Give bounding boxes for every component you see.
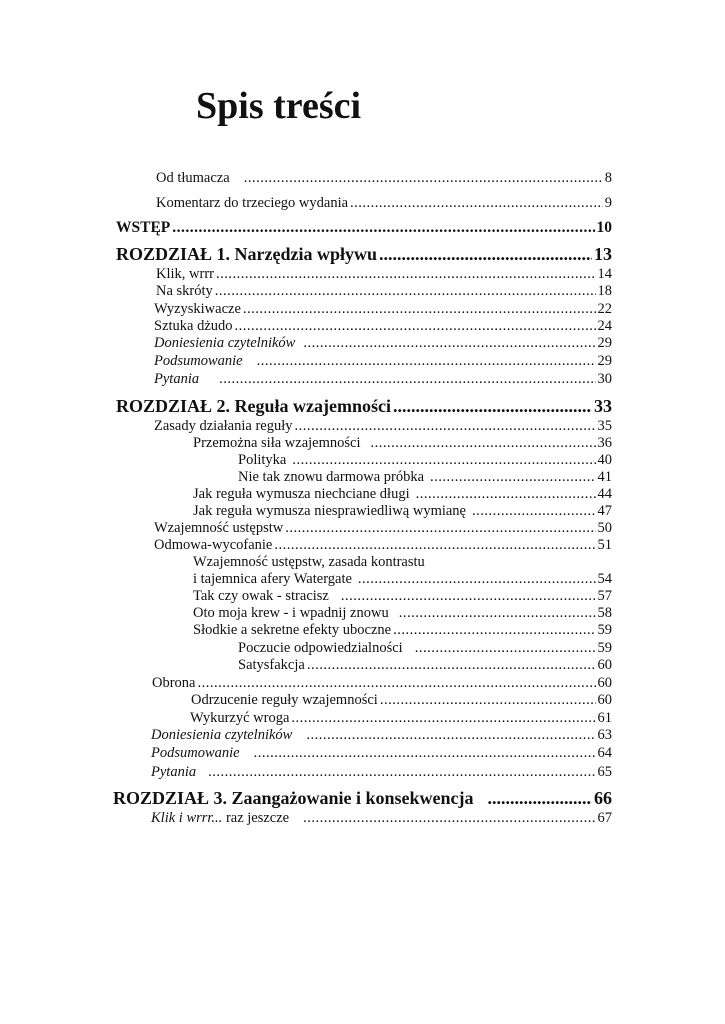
toc-entry-page: 64 xyxy=(597,745,612,761)
toc-entry-zasady[interactable] xyxy=(154,418,612,435)
toc-entry-pytania[interactable] xyxy=(154,371,612,388)
dot-leader xyxy=(306,727,595,744)
toc-entry-page: 36 xyxy=(597,435,612,451)
dot-leader xyxy=(307,657,596,674)
dot-leader xyxy=(303,335,595,352)
dot-leader xyxy=(399,605,596,622)
toc-entry-label: ROZDZIAŁ 1. Narzędzia wpływu xyxy=(116,244,378,264)
toc-entry-page: 54 xyxy=(597,571,612,587)
dot-leader xyxy=(472,503,596,520)
toc-entry-satysfakcja[interactable] xyxy=(238,657,612,674)
toc-entry-page: 50 xyxy=(597,520,612,536)
toc-entry-label: Satysfakcja xyxy=(238,657,305,673)
toc-entry-doniesienia[interactable] xyxy=(154,335,612,352)
toc-entry-page: 60 xyxy=(597,675,612,691)
toc-entry-page: 29 xyxy=(597,335,612,351)
toc-entry-page: 8 xyxy=(604,170,612,186)
toc-entry-klik-wrrr[interactable] xyxy=(156,266,612,283)
toc-entry-label: Obrona xyxy=(152,675,196,691)
dot-leader xyxy=(295,418,596,435)
toc-entry-odrzucenie[interactable] xyxy=(191,692,612,709)
toc-entry-moja-krew[interactable] xyxy=(193,605,612,622)
toc-entry-label-rest: raz jeszcze xyxy=(222,810,290,826)
dot-leader xyxy=(415,640,596,657)
toc-entry-page: 40 xyxy=(597,452,612,468)
dot-leader xyxy=(488,788,592,809)
toc-entry-watergate[interactable] xyxy=(193,571,612,588)
toc-entry-label: Przemożna siła wzajemności xyxy=(193,435,361,451)
toc-entry-odmowa-wycofanie[interactable] xyxy=(154,537,612,554)
toc-entry-label: Pytania xyxy=(151,764,197,780)
dot-leader xyxy=(341,588,596,605)
toc-entry-tak-czy-owak[interactable] xyxy=(193,588,612,605)
toc-entry-komentarz[interactable] xyxy=(156,195,612,212)
toc-entry-label: Podsumowanie xyxy=(151,745,240,761)
toc-entry-na-skroty[interactable] xyxy=(156,283,612,300)
dot-leader xyxy=(358,571,596,588)
toc-entry-label: Nie tak znowu darmowa próbka xyxy=(238,469,425,485)
dot-leader xyxy=(292,452,595,469)
dot-leader xyxy=(243,301,596,318)
dot-leader xyxy=(235,318,596,335)
toc-entry-page: 51 xyxy=(597,537,612,553)
toc-entry-label: Oto moja krew - i wpadnij znowu xyxy=(193,605,389,621)
dot-leader xyxy=(393,396,592,417)
toc-entry-page: 22 xyxy=(597,301,612,317)
dot-leader xyxy=(393,622,595,639)
toc-entry-label: WSTĘP xyxy=(116,219,171,236)
toc-entry-label: Zasady działania reguły xyxy=(154,418,293,434)
dot-leader xyxy=(198,675,596,692)
toc-entry-page: 9 xyxy=(604,195,612,211)
toc-entry-label: Sztuka dżudo xyxy=(154,318,233,334)
toc-entry-label: Tak czy owak - stracisz xyxy=(193,588,329,604)
toc-entry-label: ROZDZIAŁ 3. Zaangażowanie i konsekwencja xyxy=(113,788,474,808)
toc-entry-page: 35 xyxy=(597,418,612,434)
dot-leader xyxy=(208,764,595,781)
toc-entry-page: 59 xyxy=(597,640,612,656)
dot-leader xyxy=(244,170,603,187)
toc-entry-page: 67 xyxy=(597,810,612,826)
toc-entry-label: Komentarz do trzeciego wydania xyxy=(156,195,349,211)
dot-leader xyxy=(350,195,603,212)
dot-leader xyxy=(172,219,594,237)
toc-entry-pytania-2[interactable] xyxy=(151,764,612,781)
toc-entry-label: Od tłumacza xyxy=(156,170,230,186)
dot-leader xyxy=(291,710,595,727)
toc-entry-label: Doniesienia czytelników xyxy=(154,335,296,351)
toc-entry-page: 29 xyxy=(597,353,612,369)
dot-leader xyxy=(254,745,596,762)
toc-entry-label xyxy=(151,810,289,827)
toc-entry-label: Wykurzyć wroga xyxy=(190,710,290,726)
toc-entry-wzajemnosc-ustepstw[interactable] xyxy=(154,520,612,537)
toc-entry-label: Wzajemność ustępstw xyxy=(154,520,284,536)
dot-leader xyxy=(303,810,595,827)
toc-entry-niechciane-dlugi[interactable] xyxy=(193,486,612,503)
toc-entry-page: 47 xyxy=(597,503,612,519)
toc-entry-kontrast-line1[interactable]: Wzajemność ustępstw, zasada kontrastu xyxy=(193,554,425,570)
toc-entry-label: Podsumowanie xyxy=(154,353,243,369)
toc-entry-page: 63 xyxy=(597,727,612,743)
toc-entry-slodkie[interactable] xyxy=(193,622,612,639)
toc-entry-doniesienia-2[interactable] xyxy=(151,727,612,744)
dot-leader xyxy=(215,283,596,300)
toc-chapter-1[interactable] xyxy=(116,244,612,265)
toc-entry-wykurzyc[interactable] xyxy=(190,710,612,727)
toc-entry-page: 57 xyxy=(597,588,612,604)
toc-entry-label: Wyzyskiwacze xyxy=(154,301,241,317)
toc-entry-podsumowanie[interactable] xyxy=(154,353,612,370)
toc-entry-page: 18 xyxy=(597,283,612,299)
toc-entry-page: 44 xyxy=(597,486,612,502)
dot-leader xyxy=(416,486,596,503)
dot-leader xyxy=(430,469,595,486)
dot-leader xyxy=(379,244,592,265)
toc-entry-label-italic: Klik i wrrr... xyxy=(151,810,223,826)
dot-leader xyxy=(216,266,596,283)
toc-entry-label: Poczucie odpowiedzialności xyxy=(238,640,403,656)
toc-entry-page: 30 xyxy=(597,371,612,387)
dot-leader xyxy=(371,435,596,452)
dot-leader xyxy=(219,371,595,388)
toc-entry-label: Odrzucenie reguły wzajemności xyxy=(191,692,378,708)
toc-entry-page: 24 xyxy=(597,318,612,334)
toc-entry-label: Na skróty xyxy=(156,283,213,299)
toc-entry-poczucie[interactable] xyxy=(238,640,612,657)
toc-entry-niesprawiedliwa[interactable] xyxy=(193,503,612,520)
toc-entry-wyzyskiwacze[interactable] xyxy=(154,301,612,318)
toc-entry-polityka[interactable] xyxy=(238,452,612,469)
toc-entry-page: 58 xyxy=(597,605,612,621)
dot-leader xyxy=(274,537,595,554)
toc-entry-obrona[interactable] xyxy=(152,675,612,692)
toc-entry-darmowa-probka[interactable] xyxy=(238,469,612,486)
toc-entry-page: 60 xyxy=(597,657,612,673)
dot-leader xyxy=(257,353,596,370)
toc-entry-sztuka-dzudo[interactable] xyxy=(154,318,612,335)
toc-entry-page: 10 xyxy=(596,219,612,236)
toc-entry-label: Jak reguła wymusza niechciane długi xyxy=(193,486,410,502)
toc-entry-wstep[interactable] xyxy=(116,219,612,237)
toc-entry-label: ROZDZIAŁ 2. Reguła wzajemności xyxy=(116,396,391,416)
toc-chapter-2[interactable] xyxy=(116,396,612,417)
toc-entry-label: Polityka xyxy=(238,452,287,468)
toc-entry-page: 61 xyxy=(597,710,612,726)
toc-entry-page: 13 xyxy=(594,244,612,264)
toc-entry-page: 41 xyxy=(597,469,612,485)
toc-entry-label: Pytania xyxy=(154,371,200,387)
dot-leader xyxy=(380,692,596,709)
toc-entry-page: 14 xyxy=(597,266,612,282)
toc-entry-label: Klik, wrrr xyxy=(156,266,214,282)
toc-entry-podsumowanie-2[interactable] xyxy=(151,745,612,762)
dot-leader xyxy=(285,520,595,537)
toc-entry-przemozna[interactable] xyxy=(193,435,612,452)
page-title: Spis treści xyxy=(196,85,362,127)
toc-entry-label: Jak reguła wymusza niesprawiedliwą wymianę xyxy=(193,503,466,519)
toc-entry-label: Słodkie a sekretne efekty uboczne xyxy=(193,622,392,638)
toc-chapter-3[interactable] xyxy=(113,788,612,809)
toc-entry-page: 33 xyxy=(594,396,612,416)
toc-entry-page: 60 xyxy=(597,692,612,708)
toc-entry-klik-raz-jeszcze[interactable] xyxy=(151,810,612,827)
toc-entry-page: 65 xyxy=(597,764,612,780)
toc-entry-label: Odmowa-wycofanie xyxy=(154,537,273,553)
toc-entry-od-tlumacza[interactable] xyxy=(156,170,612,187)
toc-entry-page: 59 xyxy=(597,622,612,638)
toc-entry-label: Doniesienia czytelników xyxy=(151,727,293,743)
toc-entry-label: i tajemnica afery Watergate xyxy=(193,571,352,587)
toc-entry-page: 66 xyxy=(594,788,612,808)
